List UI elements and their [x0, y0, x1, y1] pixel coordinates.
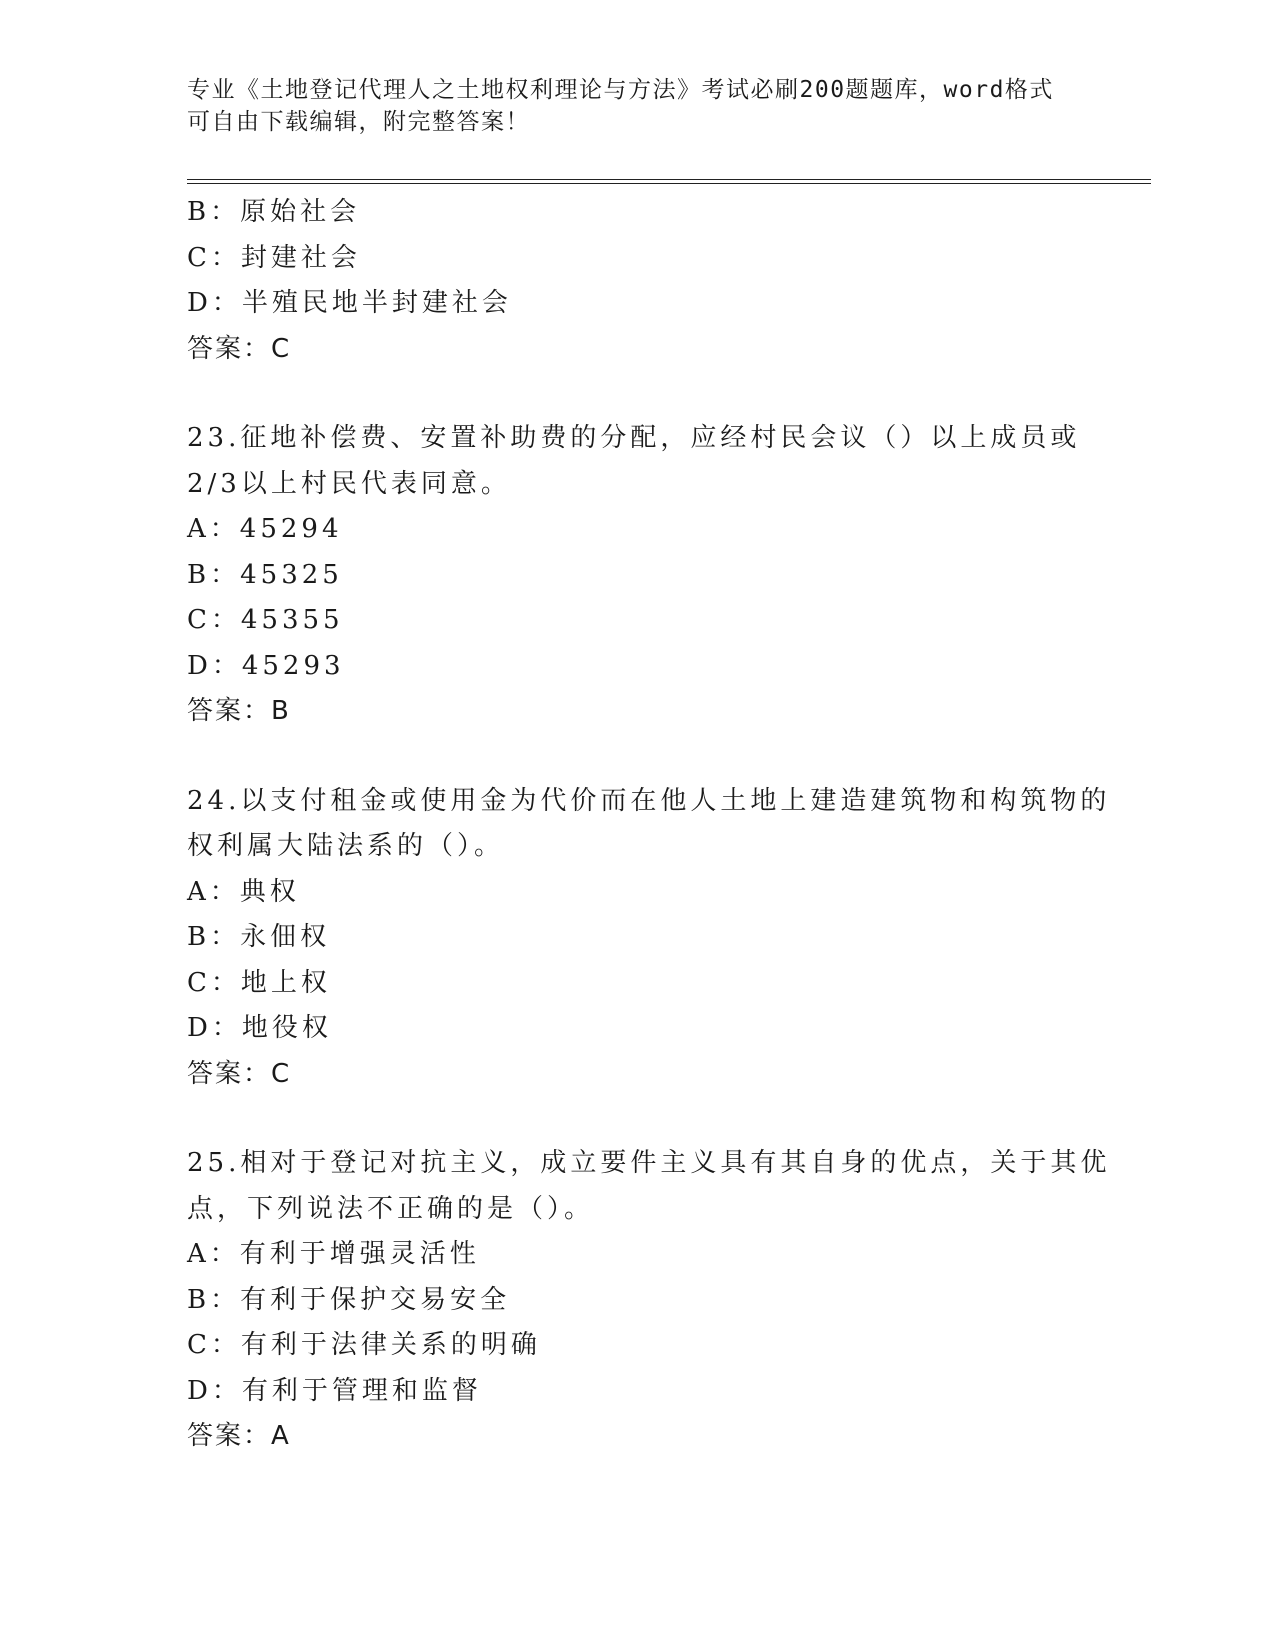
option-c: C：地上权	[187, 967, 331, 998]
question-25	[187, 1141, 1111, 1460]
question-stem-line-2: 点，下列说法不正确的是（）。	[187, 1193, 595, 1224]
header-line-2: 可自由下载编辑，附完整答案！	[187, 109, 530, 135]
option-a: A：典权	[187, 876, 300, 907]
question-stem-line-2: 2/3以上村民代表同意。	[187, 468, 511, 499]
header-rule-bottom	[187, 183, 1151, 184]
option-d: D：45293	[187, 650, 345, 681]
option-c: C：45355	[187, 605, 344, 635]
spacer	[187, 372, 1087, 416]
option-b: B：45325	[187, 559, 343, 590]
header-rule-top	[187, 179, 1151, 180]
header-line-1: 专业《土地登记代理人之土地权利理论与方法》考试必刷200题题库，word格式	[187, 77, 1054, 103]
spacer	[187, 735, 1087, 779]
option-b: B：永佃权	[187, 922, 331, 952]
answer: 答案：B	[187, 696, 291, 726]
question-stem-line-1: 25.相对于登记对抗主义，成立要件主义具有其自身的优点，关于其优	[187, 1148, 1111, 1178]
answer: 答案：C	[187, 1058, 292, 1089]
question-stem-line-1: 24.以支付租金或使用金为代价而在他人土地上建造建筑物和构筑物的	[187, 785, 1111, 816]
question-stem-line-2: 权利属大陆法系的（）。	[187, 831, 505, 861]
option-c: C：封建社会	[187, 242, 361, 273]
option-d: D：半殖民地半封建社会	[187, 288, 512, 318]
option-b: B：有利于保护交易安全	[187, 1284, 511, 1315]
question-22-tail	[187, 190, 1087, 372]
option-c: C：有利于法律关系的明确	[187, 1330, 541, 1360]
option-a: A：有利于增强灵活性	[187, 1239, 480, 1269]
question-24	[187, 779, 1111, 1098]
question-23	[187, 416, 1087, 735]
option-b: B：原始社会	[187, 197, 361, 227]
answer: 答案：C	[187, 333, 292, 364]
document-header	[187, 74, 1067, 138]
question-stem-line-1: 23.征地补偿费、安置补助费的分配，应经村民会议（）以上成员或	[187, 423, 1081, 453]
option-d: D：有利于管理和监督	[187, 1375, 482, 1406]
answer: 答案：A	[187, 1421, 291, 1451]
option-d: D：地役权	[187, 1013, 332, 1043]
option-a: A：45294	[187, 514, 343, 544]
spacer	[187, 1097, 1087, 1141]
question-list	[187, 190, 1111, 1460]
